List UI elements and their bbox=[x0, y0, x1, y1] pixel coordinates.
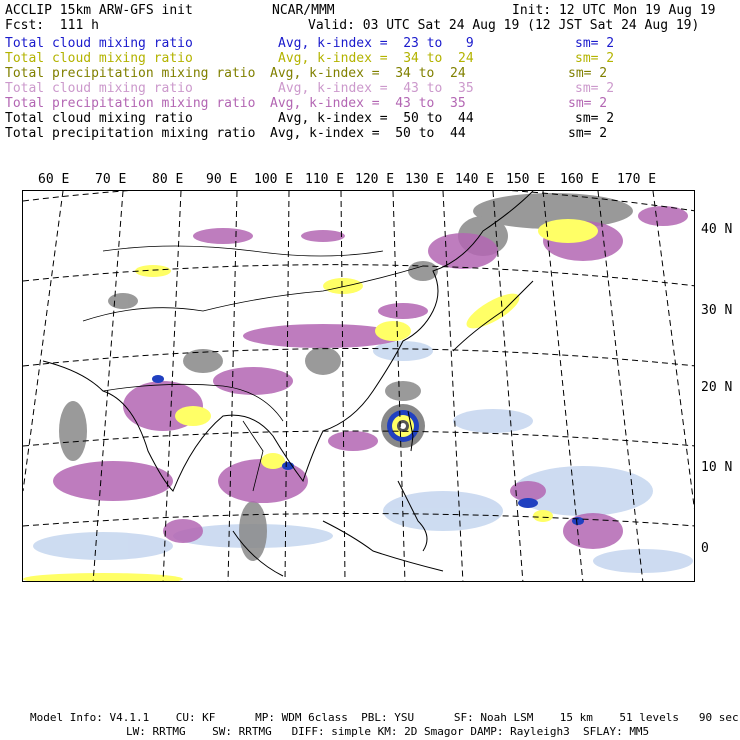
valid-time: Valid: 03 UTC Sat 24 Aug 19 (12 JST Sat 24 Aug 19) bbox=[308, 18, 700, 33]
lon-label: 110 E bbox=[305, 172, 345, 187]
model-info-line1: Model Info: V4.1.1 CU: KF MP: WDM 6class PBL: YSU SF: Noah LSM 15 km 51 levels 90 sec bbox=[30, 711, 739, 724]
legend-sm: sm= 2 bbox=[568, 66, 608, 81]
model-info-line2: LW: RRTMG SW: RRTMG DIFF: simple KM: 2D Smagor DAMP: Rayleigh3 SFLAY: MM5 bbox=[126, 725, 650, 738]
map-svg bbox=[23, 191, 695, 582]
lon-label: 150 E bbox=[506, 172, 546, 187]
org-label: NCAR/MMM bbox=[272, 3, 335, 18]
lon-label: 80 E bbox=[152, 172, 184, 187]
lon-label: 70 E bbox=[95, 172, 127, 187]
lon-label: 160 E bbox=[560, 172, 600, 187]
lon-label: 90 E bbox=[206, 172, 238, 187]
init-time: Init: 12 UTC Mon 19 Aug 19 bbox=[512, 3, 716, 18]
legend-avg: Avg, k-index = 23 to 9 bbox=[278, 36, 474, 51]
lon-label: 140 E bbox=[455, 172, 495, 187]
mid-cloud-field bbox=[23, 219, 598, 582]
legend-sm: sm= 2 bbox=[575, 51, 615, 66]
legend-field: Total cloud mixing ratio bbox=[5, 51, 193, 66]
legend-field: Total precipitation mixing ratio bbox=[5, 66, 256, 81]
lon-label: 100 E bbox=[254, 172, 294, 187]
lat-label: 30 N bbox=[701, 303, 733, 318]
lon-label: 130 E bbox=[405, 172, 445, 187]
legend-sm: sm= 2 bbox=[568, 126, 608, 141]
lon-label: 60 E bbox=[38, 172, 70, 187]
legend-field: Total cloud mixing ratio bbox=[5, 36, 193, 51]
lat-label: 10 N bbox=[701, 460, 733, 475]
legend-field: Total cloud mixing ratio bbox=[5, 81, 193, 96]
lon-label: 170 E bbox=[617, 172, 657, 187]
legend-avg: Avg, k-index = 50 to 44 bbox=[270, 126, 466, 141]
legend-field: Total precipitation mixing ratio bbox=[5, 96, 256, 111]
lat-label: 20 N bbox=[701, 380, 733, 395]
legend-sm: sm= 2 bbox=[575, 36, 615, 51]
legend-avg: Avg, k-index = 50 to 44 bbox=[278, 111, 474, 126]
typhoon-vortex bbox=[381, 404, 425, 448]
legend-field: Total precipitation mixing ratio bbox=[5, 126, 256, 141]
legend-sm: sm= 2 bbox=[568, 96, 608, 111]
lat-label: 40 N bbox=[701, 222, 733, 237]
forecast-hour: Fcst: 111 h bbox=[5, 18, 99, 33]
legend-sm: sm= 2 bbox=[575, 111, 615, 126]
lon-label: 120 E bbox=[355, 172, 395, 187]
legend-avg: Avg, k-index = 34 to 24 bbox=[278, 51, 474, 66]
legend-avg: Avg, k-index = 43 to 35 bbox=[270, 96, 466, 111]
legend-avg: Avg, k-index = 34 to 24 bbox=[270, 66, 466, 81]
legend-field: Total cloud mixing ratio bbox=[5, 111, 193, 126]
model-title: ACCLIP 15km ARW-GFS init bbox=[5, 3, 193, 18]
map-panel bbox=[22, 190, 695, 582]
legend-sm: sm= 2 bbox=[575, 81, 615, 96]
lat-label: 0 bbox=[701, 541, 709, 556]
legend-avg: Avg, k-index = 43 to 35 bbox=[278, 81, 474, 96]
